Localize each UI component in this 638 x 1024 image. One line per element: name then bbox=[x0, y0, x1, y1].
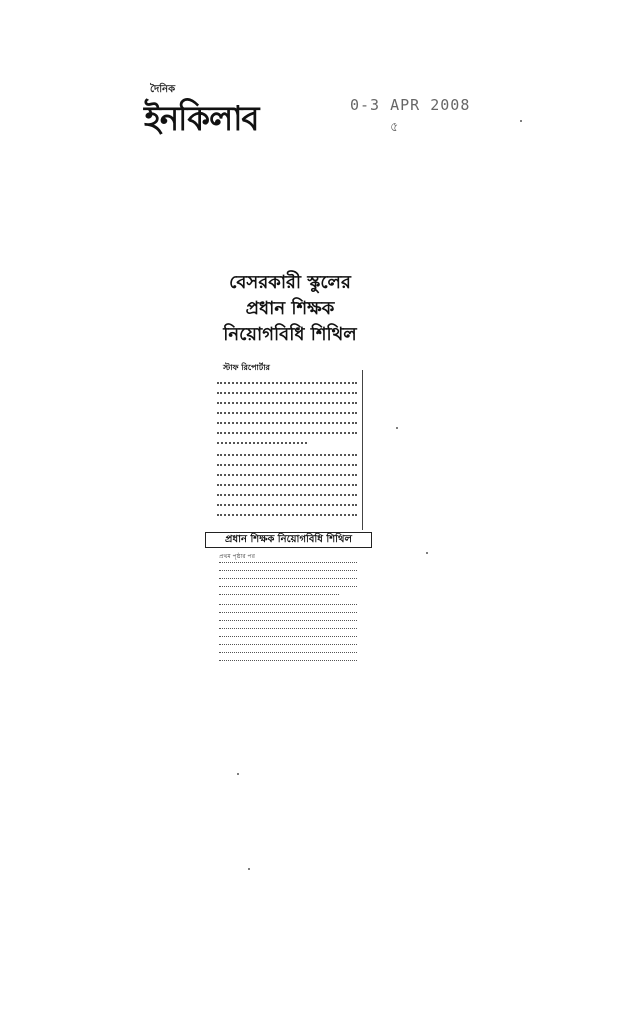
article-headline bbox=[210, 270, 370, 348]
article-byline: স্টাফ রিপোর্টার bbox=[223, 363, 270, 372]
continuation-note: প্রথম পৃষ্ঠার পর bbox=[219, 553, 255, 560]
headline-line-2: প্রধান শিক্ষক bbox=[245, 298, 335, 319]
newspaper-clipping bbox=[205, 270, 370, 680]
article-subhead: প্রধান শিক্ষক নিয়োগবিধি শিথিল bbox=[205, 532, 372, 548]
column-rule bbox=[362, 370, 363, 530]
headline-line-1: বেসরকারী স্কুলের bbox=[229, 272, 351, 293]
stamp-date: 0-3 APR 2008 bbox=[350, 96, 471, 114]
headline-line-3: নিয়োগবিধি শিথিল bbox=[223, 324, 357, 345]
masthead-subtitle: দৈনিক bbox=[150, 84, 176, 95]
newspaper-masthead: ইনকিলাব bbox=[144, 99, 259, 139]
date-stamp bbox=[350, 96, 525, 146]
stamp-number: ৫ bbox=[390, 120, 401, 135]
